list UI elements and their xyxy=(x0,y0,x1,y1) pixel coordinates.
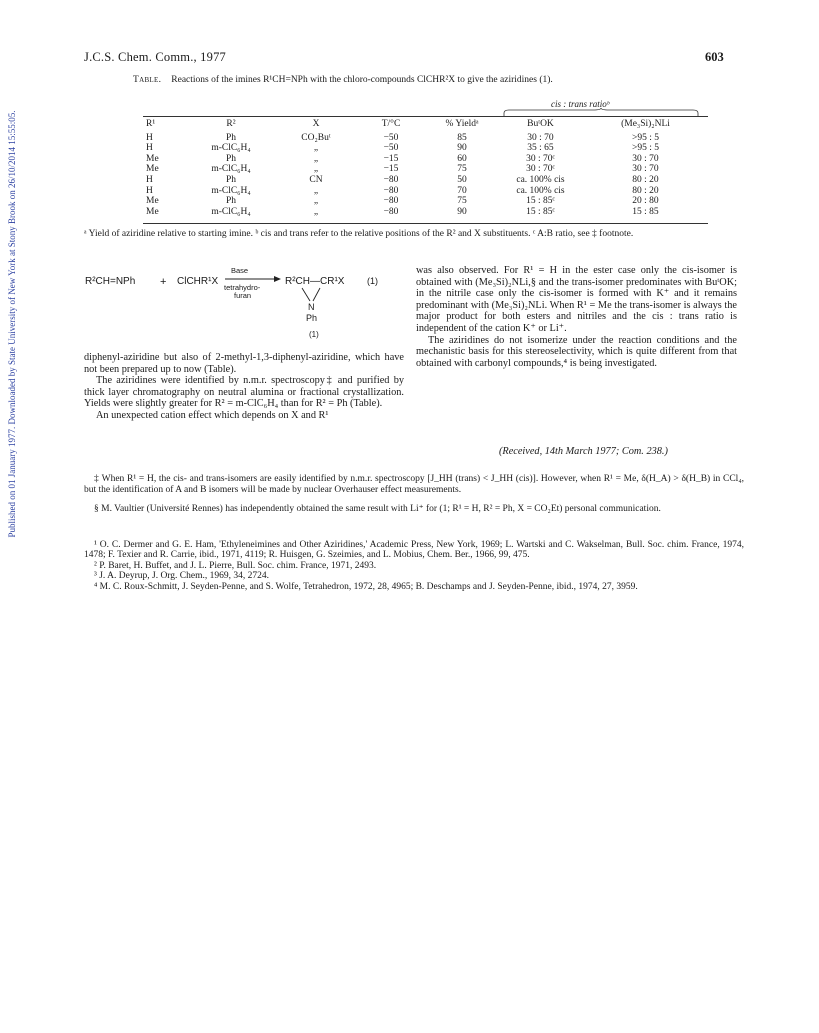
table-cell: −80 xyxy=(383,196,399,207)
table-row xyxy=(143,186,708,197)
table-cell: 15 : 85 xyxy=(632,206,659,217)
scheme-plus: + xyxy=(160,276,167,288)
table-cell: m-ClC₆H₄ xyxy=(211,143,251,154)
table-cell: −15 xyxy=(383,164,399,175)
page-number: 603 xyxy=(705,50,724,64)
table-cell: „ xyxy=(313,143,319,154)
table-cell: 30 : 70 xyxy=(632,164,659,175)
table-header-row xyxy=(143,119,708,133)
footnote: § M. Vaultier (Université Rennes) has independently obtained the same result with Li⁺ for (1; R¹ = H, R² = Ph, X = CO₂Et) personal communication. xyxy=(94,504,661,514)
reference: ³ J. A. Deyrup, J. Org. Chem., 1969, 34, 2724. xyxy=(94,571,269,582)
scheme-reaction-arrow xyxy=(224,275,282,283)
table-cell: m-ClC₆H₄ xyxy=(211,185,251,196)
table-cell: >95 : 5 xyxy=(632,132,659,143)
scheme-reactant-imine: R²CH=NPh xyxy=(85,276,136,287)
table-cell: −50 xyxy=(383,143,399,154)
table-cell: ca. 100% cis xyxy=(516,185,565,196)
body-right-column xyxy=(416,265,737,369)
table-cell: 80 : 20 xyxy=(632,185,659,196)
table-row xyxy=(143,154,708,165)
table-cell: 60 xyxy=(457,153,467,164)
table-cell: m-ClC₆H₄ xyxy=(211,206,251,217)
table-cell: 15 : 85ᶜ xyxy=(526,196,555,207)
body-paragraph: was also observed. For R¹ = H in the ester case only the cis-isomer is obtained with (Me₃Si)₂NLi,§ and the trans-isomer predominates with BuᵗOK; in the nitrile case only the cis-isomer is formed with K⁺ and it remains predominant with (Me₃Si)₂NLi. When R¹ = Me the trans-isomer is always the major product for both esters and nitriles and the cis : trans ratio is independent of the cation K⁺ or Li⁺. xyxy=(416,265,737,334)
table-cell: Ph xyxy=(225,132,237,143)
table-cell: ca. 100% cis xyxy=(516,174,565,185)
table-cell: 90 xyxy=(457,143,467,154)
table-cell: 90 xyxy=(457,206,467,217)
scheme-reagent-base: Base xyxy=(231,266,249,275)
download-watermark xyxy=(6,0,18,650)
scheme-reactant-chloro: ClCHR¹X xyxy=(177,276,219,287)
col-header: T/°C xyxy=(381,119,401,129)
table-cell: −50 xyxy=(383,132,399,143)
scheme-equation-number: (1) xyxy=(367,276,378,286)
table-cell: 75 xyxy=(457,164,467,175)
col-header: % Yieldᵃ xyxy=(445,119,479,129)
table-cell: 35 : 65 xyxy=(527,143,554,154)
table-cell: H xyxy=(146,132,153,143)
reference: ⁴ M. C. Roux-Schmitt, J. Seyden-Penne, and S. Wolfe, Tetrahedron, 1972, 28, 4965; B. Deschamps and J. Seyden-Penne, ibid., 1974, 27, 3959. xyxy=(94,581,638,592)
table-cell: 75 xyxy=(457,196,467,207)
table-cell: 70 xyxy=(457,185,467,196)
table-cell: CN xyxy=(309,174,323,185)
table-cell: >95 : 5 xyxy=(632,143,659,154)
table-cell: „ xyxy=(313,196,319,207)
table-cell: H xyxy=(146,143,153,154)
table-cell: m-ClC₆H₄ xyxy=(211,164,251,175)
col-header: X xyxy=(312,119,320,129)
table-cell: „ xyxy=(313,206,319,217)
received-date: (Received, 14th March 1977; Com. 238.) xyxy=(499,446,668,457)
table-label: Table. xyxy=(133,75,162,85)
table-cell: −80 xyxy=(383,206,399,217)
footnotes xyxy=(84,474,744,523)
table-cell: Ph xyxy=(225,196,237,207)
body-paragraph: An unexpected cation effect which depends on X and R¹ xyxy=(96,409,329,421)
table-cell: 15 : 85ᶜ xyxy=(526,206,555,217)
table-cell: Ph xyxy=(225,174,237,185)
table-cell: −15 xyxy=(383,153,399,164)
table-cell: CO₂Buᵗ xyxy=(301,132,331,143)
table-cell: 30 : 70ᶜ xyxy=(526,164,555,175)
table-row xyxy=(143,207,708,218)
reference: ² P. Baret, H. Buffet, and J. L. Pierre, Bull. Soc. chim. France, 1971, 2493. xyxy=(94,560,377,571)
references xyxy=(84,540,744,592)
table-cell: Me xyxy=(146,206,159,217)
table-row xyxy=(143,143,708,154)
table-cell: „ xyxy=(313,164,319,175)
body-paragraph: diphenyl-aziridine but also of 2-methyl-1,3-diphenyl-aziridine, which have not been prepared up to now (Table). xyxy=(84,352,404,375)
table-cell: −80 xyxy=(383,174,399,185)
table-cell: 80 : 20 xyxy=(632,174,659,185)
table-caption xyxy=(133,75,553,85)
table-cell: Me xyxy=(146,153,159,164)
table-cell: „ xyxy=(313,185,319,196)
table-cell: 30 : 70 xyxy=(632,153,659,164)
scheme-product: R²CH—CR¹X xyxy=(285,276,345,287)
journal-header: J.C.S. Chem. Comm., 1977 xyxy=(84,50,226,64)
scheme-compound-label: (1) xyxy=(309,330,319,339)
scheme-nitrogen: N xyxy=(308,302,315,312)
table-cell: 85 xyxy=(457,132,467,143)
table-cell: 50 xyxy=(457,174,467,185)
table-row xyxy=(143,196,708,207)
reaction-table xyxy=(143,119,708,217)
download-watermark-text: Published on 01 January 1977. Downloaded by State University of New York at Stony Brook on 26/10/2014 15:55:05. xyxy=(7,110,17,538)
footnote: ‡ When R¹ = H, the cis- and trans-isomers are easily identified by n.m.r. spectroscopy [J_HH (trans) < J_HH (cis)]. However, when R¹ = Me, δ(H_A) > δ(H_B) in CCl₄, but the identification of A and B isomers will be made by nuclear Overhauser effect measurements. xyxy=(84,474,744,495)
reference: ¹ O. C. Dermer and G. E. Ham, 'Ethyleneimines and Other Aziridines,' Academic Press, New York, 1969; L. Wartski and C. Wakselman, Bull. Soc. chim. France, 1974, 1478; F. Texier and R. Carrie, ibid., 1971, 4119; R. Huisgen, G. Szeimies, and L. Mobius, Chem. Ber., 1966, 99, 475. xyxy=(84,540,744,561)
reaction-scheme xyxy=(84,262,404,342)
table-cell: Me xyxy=(146,196,159,207)
table-cell: H xyxy=(146,185,153,196)
body-paragraph: The aziridines do not isomerize under the reaction conditions and the mechanistic basis for this stereoselectivity, which is quite different from that obtained with carbonyl compounds,⁴ is being investigated. xyxy=(416,334,737,369)
table-cell: 30 : 70 xyxy=(527,132,554,143)
col-header: R² xyxy=(226,119,236,129)
table-footnote: ᵃ Yield of aziridine relative to starting imine. ᵇ cis and trans refer to the relative positions of the R² and X substituents. ᶜ A:B ratio, see ‡ footnote. xyxy=(84,229,634,239)
table-cell: 30 : 70ᶜ xyxy=(526,153,555,164)
table-row xyxy=(143,175,708,186)
col-header: (Me₃Si)₂NLi xyxy=(621,119,670,129)
table-cell: 20 : 80 xyxy=(632,196,659,207)
table-cell: −80 xyxy=(383,185,399,196)
table-cell: Ph xyxy=(225,153,237,164)
table-bottom-rule xyxy=(143,223,708,224)
body-paragraph: The aziridines were identified by n.m.r. spectroscopy‡ and purified by thick layer chromatography on neutral alumina or fractional crystallization. Yields were slightly greater for R² = m-ClC₆H₄ than for R² = Ph (Table). xyxy=(84,375,404,410)
table-cell: H xyxy=(146,174,153,185)
scheme-reagent-solvent-1: tetrahydro- xyxy=(224,283,261,292)
table-row xyxy=(143,133,708,144)
scheme-reagent-solvent-2: furan xyxy=(234,291,252,300)
ratio-group-label: cis : trans ratioᵇ xyxy=(551,99,610,109)
table-row xyxy=(143,164,708,175)
body-left-column xyxy=(84,352,404,422)
scheme-n-phenyl: Ph xyxy=(306,313,318,323)
table-top-rule xyxy=(143,116,708,117)
table-caption-text: Reactions of the imines R¹CH=NPh with the chloro-compounds ClCHR²X to give the aziridines (1). xyxy=(171,75,553,85)
col-header: R¹ xyxy=(146,119,156,129)
table-cell: Me xyxy=(146,164,159,175)
table-cell: „ xyxy=(313,153,319,164)
col-header: BuᵗOK xyxy=(527,119,554,129)
